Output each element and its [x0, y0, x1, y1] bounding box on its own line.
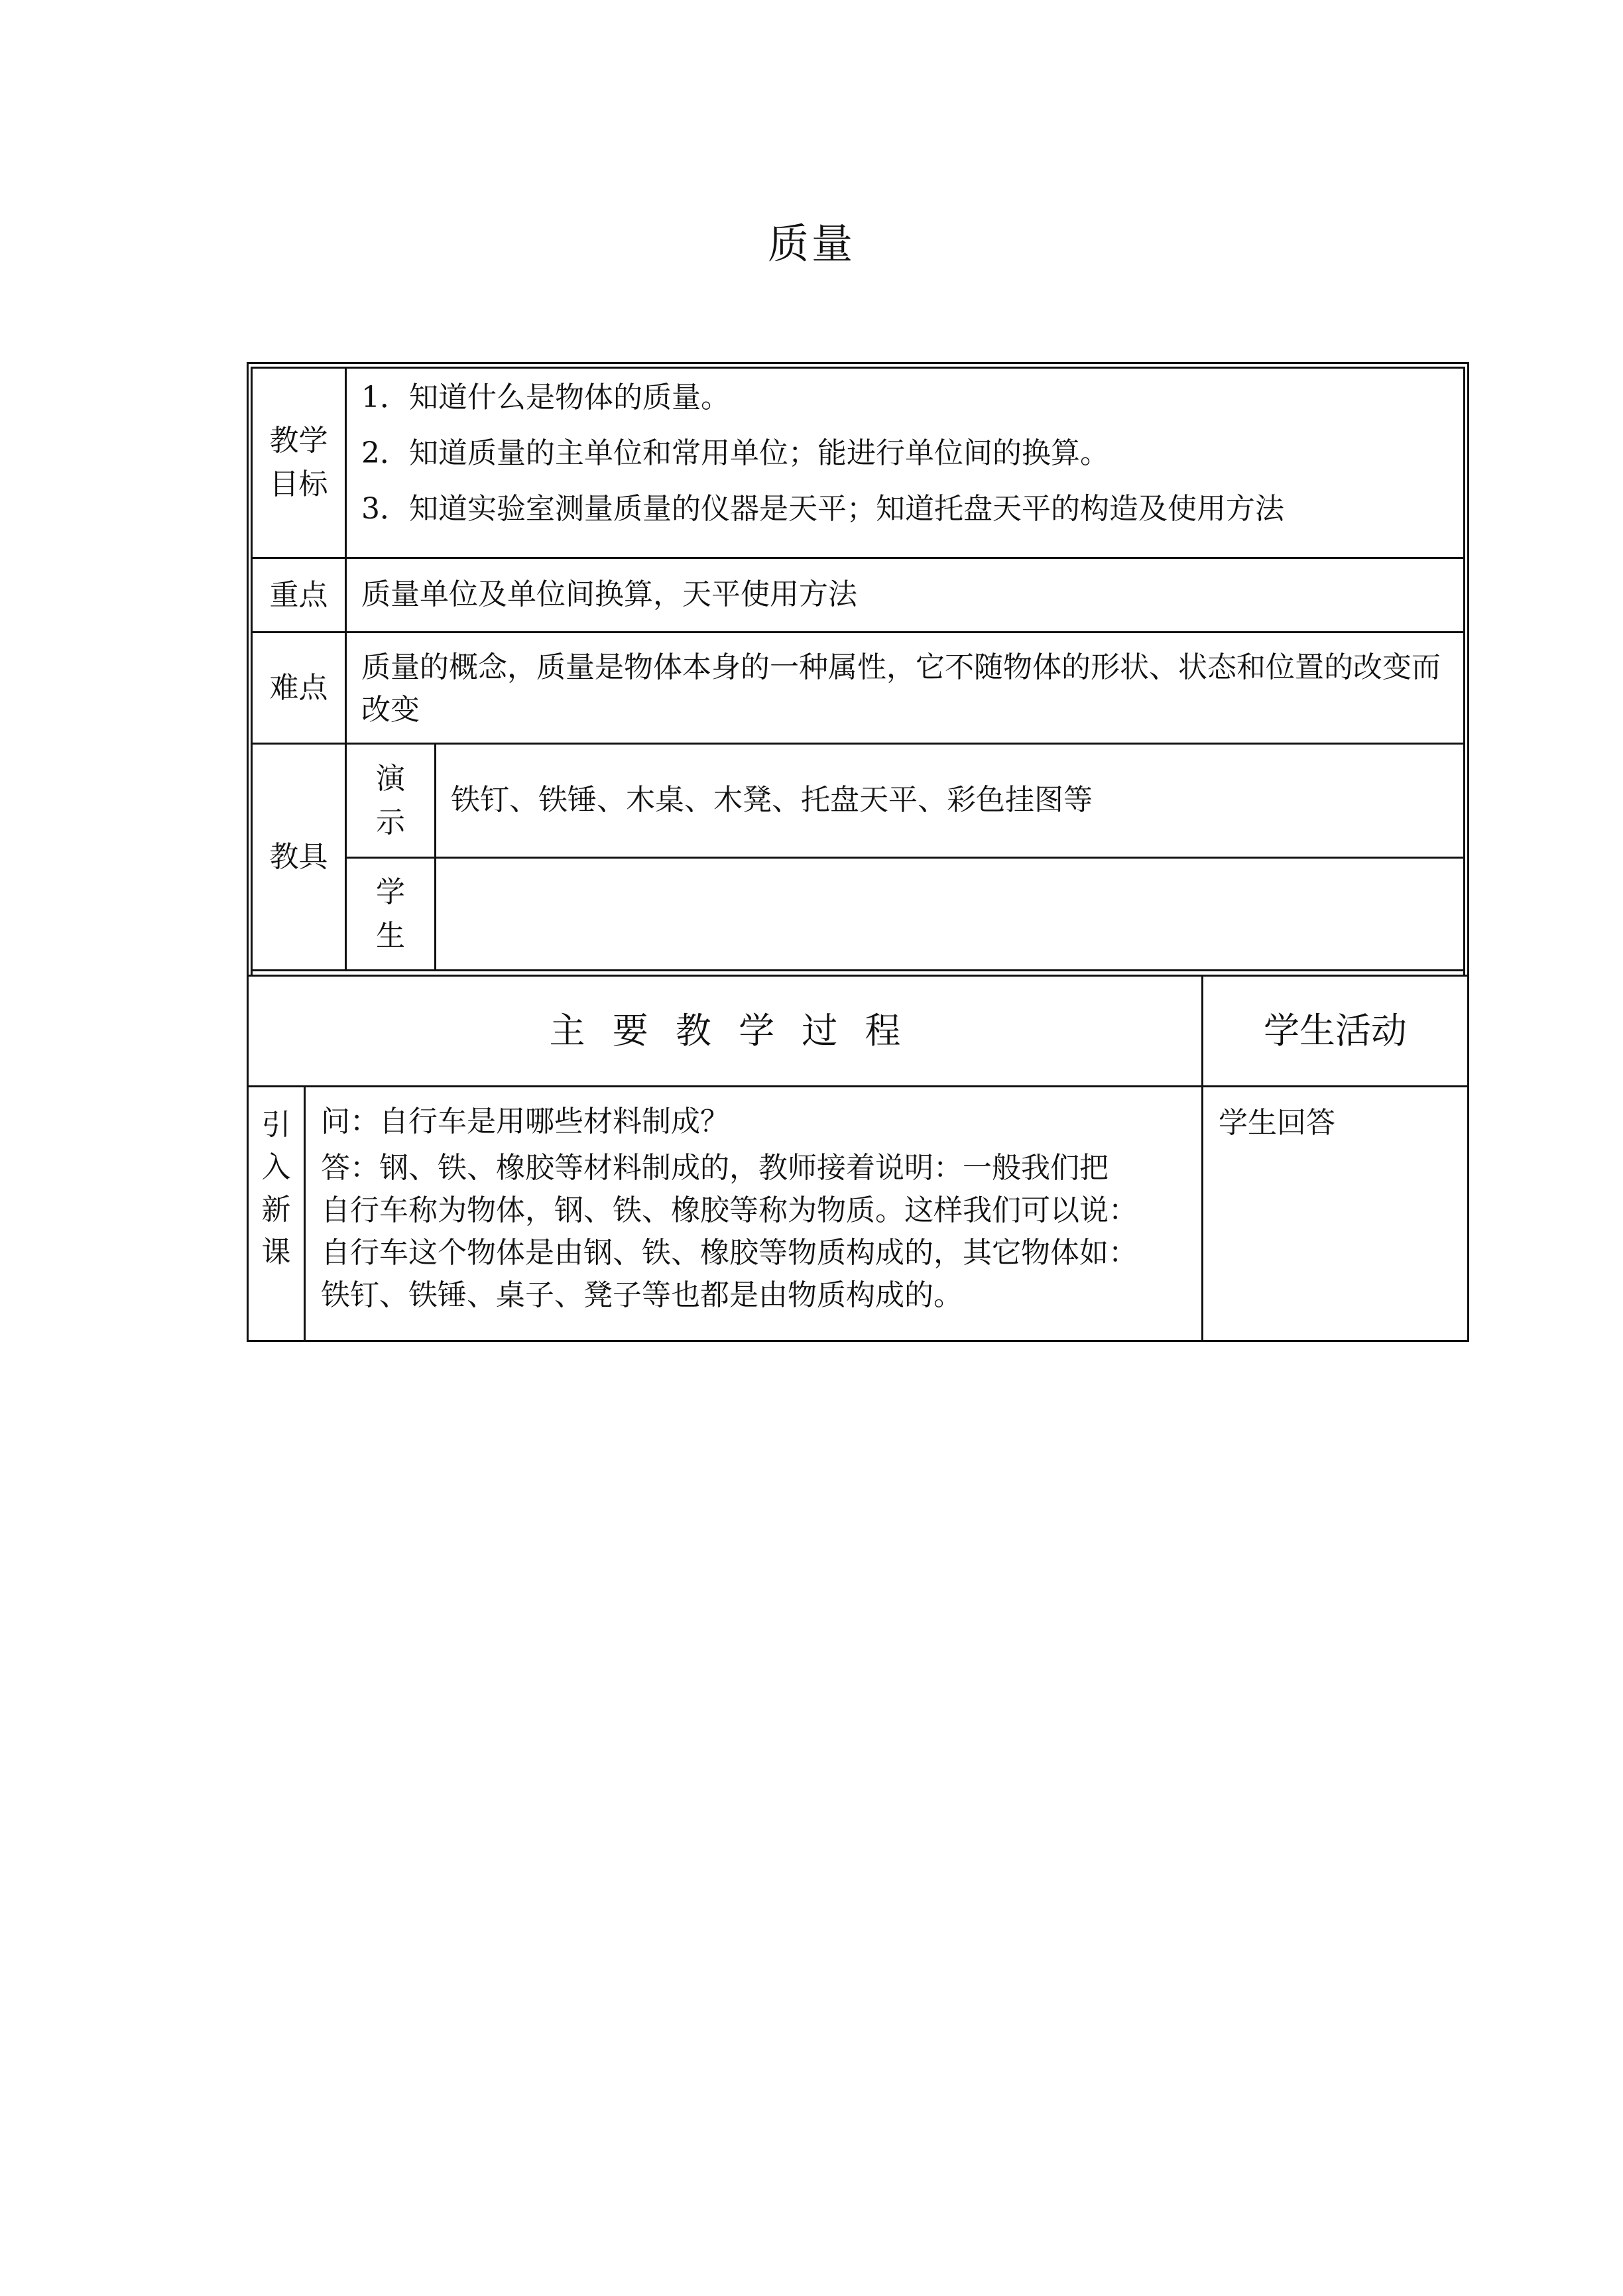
difficulty-text: 质量的概念，质量是物体本身的一种属性，它不随物体的形状、状态和位置的改变而改变	[361, 650, 1441, 727]
intro-label-line-1: 引	[261, 1108, 291, 1142]
tools-student-label	[347, 859, 434, 969]
intro-content	[321, 1101, 1196, 1336]
objectives-label-line-2: 目标	[269, 467, 328, 501]
page-title: 质量	[767, 219, 855, 268]
intro-question: 问：自行车是用哪些材料制成？	[321, 1105, 729, 1138]
process-header-main: 主 要 教 学 过 程	[549, 1009, 901, 1052]
objectives-label-line-1: 教学	[269, 424, 328, 457]
tools-label: 教具	[269, 839, 328, 874]
intro-answer-line-2: 自行车称为物体，钢、铁、橡胶等称为物质。这样我们可以说：	[321, 1193, 1138, 1227]
difficulty-label: 难点	[269, 670, 328, 705]
objective-item-2: 2．知道质量的主单位和常用单位；能进行单位间的换算。	[361, 436, 1109, 470]
intro-activity: 学生回答	[1219, 1106, 1335, 1140]
intro-label-line-4: 课	[261, 1235, 291, 1269]
key-point-text: 质量单位及单位间换算，天平使用方法	[361, 577, 857, 611]
process-header-activity: 学生活动	[1264, 1009, 1407, 1052]
objective-item-3: 3．知道实验室测量质量的仪器是天平；知道托盘天平的构造及使用方法	[361, 491, 1284, 526]
intro-label	[249, 1104, 304, 1303]
objectives-label	[253, 369, 345, 557]
intro-answer-line-3: 自行车这个物体是由钢、铁、橡胶等物质构成的，其它物体如：	[321, 1236, 1138, 1270]
objectives-list	[361, 377, 1455, 557]
key-point-label: 重点	[269, 577, 328, 612]
intro-label-line-3: 新	[261, 1193, 291, 1227]
intro-answer-line-1: 答：钢、铁、橡胶等材料制成的，教师接着说明：一般我们把	[321, 1151, 1109, 1185]
intro-answer-line-4: 铁钉、铁锤、桌子、凳子等也都是由物质构成的。	[321, 1278, 963, 1312]
tools-demo-label	[347, 745, 434, 857]
tools-demo-text: 铁钉、铁锤、木桌、木凳、托盘天平、彩色挂图等	[451, 783, 1093, 817]
tools-student-label-line-1: 学	[376, 875, 405, 909]
tools-demo-label-line-2: 示	[376, 805, 405, 839]
objective-item-1: 1．知道什么是物体的质量。	[361, 381, 730, 414]
intro-label-line-2: 入	[261, 1150, 291, 1184]
tools-demo-label-line-1: 演	[376, 761, 405, 796]
tools-student-text	[451, 875, 1459, 928]
tools-student-label-line-2: 生	[376, 918, 405, 953]
